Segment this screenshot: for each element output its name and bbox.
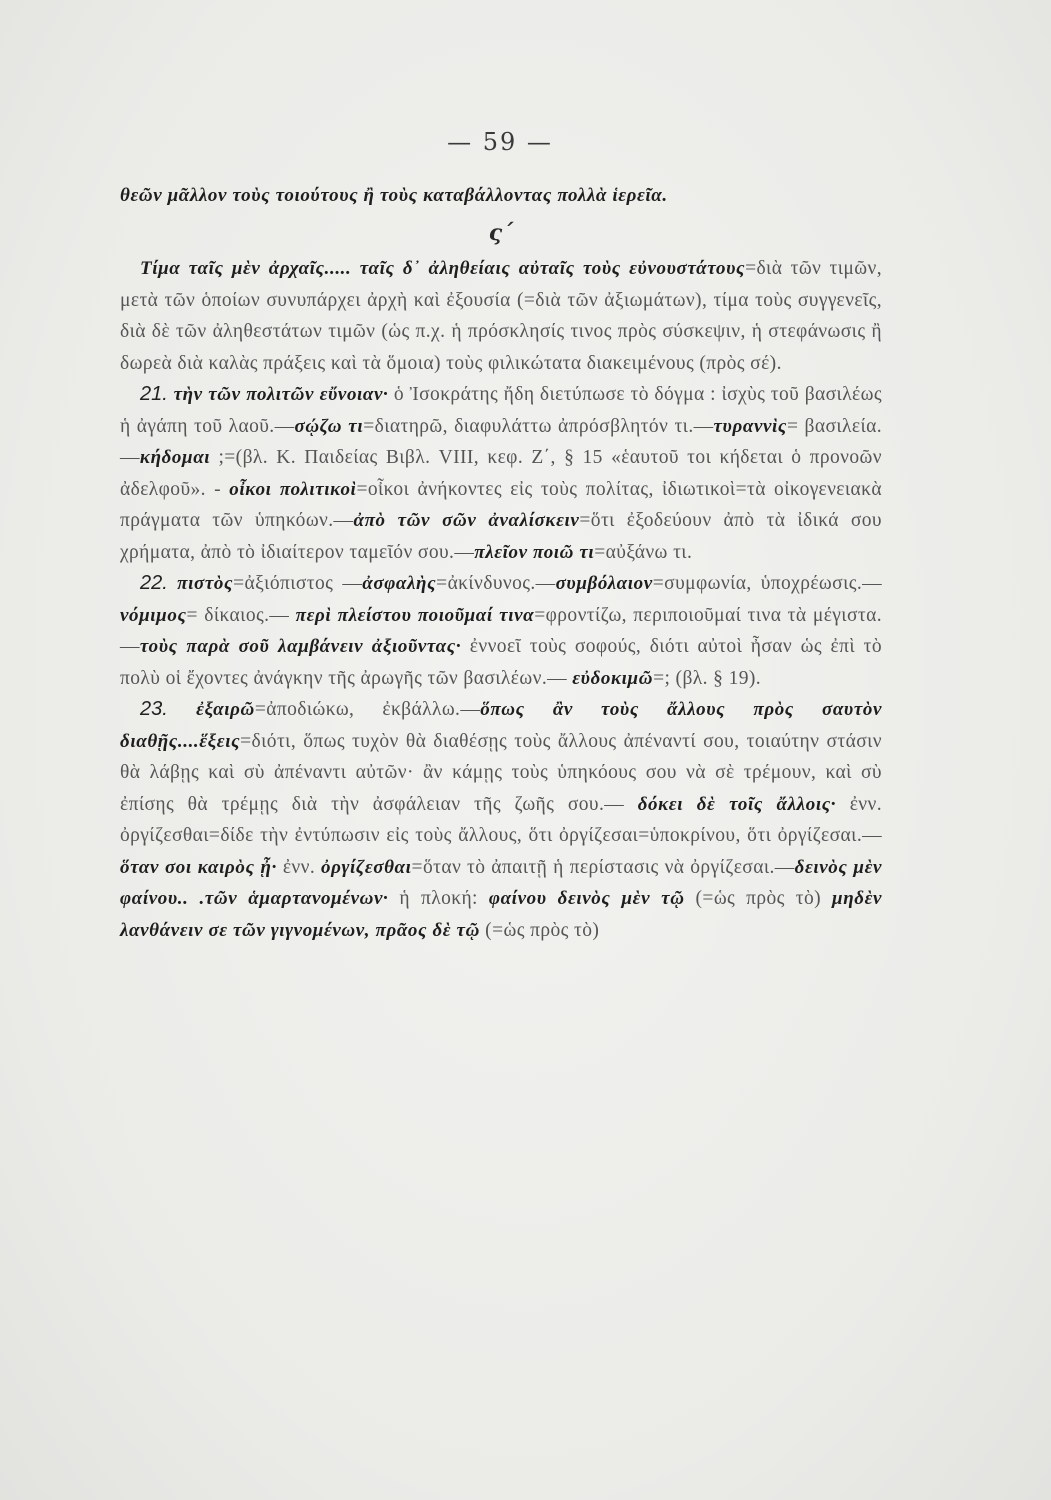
gloss-text: =διὰ τῶν τιμῶν, μετὰ τῶν ὁποίων συνυπάρχει ἀρχὴ καὶ ἐξουσία (=διὰ τῶν ἀξιωμάτων), τίμα τοὺς συγγενεῖς, διὰ δὲ τῶν ἀληθεστάτων τιμῶν (ὡς π.χ. ἡ πρόσκλησίς τινος πρὸς σύσκεψιν, ἡ στεφάνωσις ἢ δωρεὰ διὰ καλὰς πράξεις καὶ τὰ ὅμοια) τοὺς φιλικώτατα διακειμένους (πρὸς σέ). [120,258,882,374]
gloss-text: ἐννοεῖ τοὺς σοφούς, διότι αὐτοὶ ἦσαν ὡς ἐπὶ τὸ πολὺ οἱ ἔχοντες ἀνάγκην τῆς ἀρωγῆς τῶν βασιλέων.— [120,636,882,689]
lemma-text: ἀσφαλὴς [362,573,437,594]
lemma-text: πιστὸς [177,573,234,594]
gloss-text: =ὅταν τὸ ἀπαιτῇ ἡ περίστασις νὰ ὀργίζεσαι.— [411,856,795,878]
lemma-text: δεινὸς μὲν φαίνου.. .τῶν ἁμαρτανομένων· [120,856,882,909]
gloss-text: ἐνν. ὀργίζεσθαι=δίδε τὴν ἐντύπωσιν εἰς τοὺς ἄλλους, ὅτι ὀργίζεσαι=ὑποκρίνου, ὅτι ὀργίζεσαι.— [120,793,882,846]
lemma-text: τοὺς παρὰ σοῦ λαμβάνειν ἀξιοῦντας· [139,636,462,657]
lemma-text: ὀργίζεσθαι [321,856,412,878]
paragraph-number: 23. [140,698,197,720]
gloss-text: =; (βλ. § 19). [653,667,762,689]
lemma-text: εὐδοκιμῶ [572,667,654,689]
lemma-text: τυραννὶς [713,415,787,437]
paragraph [120,253,882,379]
gloss-text: =ἀποδιώκω, ἐκβάλλω.— [254,699,481,720]
lemma-text: σῴζω τι [294,415,364,437]
paragraph-number: 22. [140,572,178,594]
paragraph [120,180,882,212]
lemma-text: μηδὲν λανθάνειν σε τῶν γιγνομένων, πρᾶος δὲ τῷ [120,888,882,941]
lemma-text: Τίμα ταῖς μὲν ἀρχαῖς..... ταῖς δ᾽ ἀληθείαις αὐταῖς τοὺς εὐνουστάτους [140,258,746,279]
gloss-text: =αὐξάνω τι. [594,541,693,563]
gloss-text: ;=(βλ. Κ. Παιδείας Βιβλ. VIII, κεφ. Ζ΄, § 15 «ἑαυτοῦ τοι κήδεται ὁ προνοῶν ἀδελφοῦ». - [120,447,882,500]
paragraph-number: 21. [140,383,174,405]
lemma-text: φαίνου δεινὸς μὲν τῷ [488,888,685,909]
paragraph [120,568,882,694]
section-marker: ς΄ [488,219,514,246]
gloss-text: (=ὡς πρὸς τὸ) [479,919,600,941]
lemma-text: ὅπως ἂν τοὺς ἄλλους πρὸς σαυτὸν διαθῇς....ἕξεις [120,699,882,752]
gloss-text: ἡ πλοκή: [388,888,489,909]
gloss-text: =οἶκοι ἀνήκοντες εἰς τοὺς πολίτας, ἰδιωτικοὶ=τὰ οἰκογενειακὰ πράγματα τῶν ὑπηκόων.— [120,478,882,531]
gloss-text: =ἀκίνδυνος.— [436,573,556,594]
gloss-text: ὁ Ἰσοκράτης ἤδη διετύπωσε τὸ δόγμα : ἰσχὺς τοῦ βασιλέως ἡ ἀγάπη τοῦ λαοῦ.— [120,384,883,437]
gloss-text: =διατηρῶ, διαφυλάττω ἀπρόσβλητόν τι.— [363,415,714,437]
gloss-text: =συμφωνία, ὑποχρέωσις.— [652,573,883,594]
gloss-text: =ἀξιόπιστος — [233,573,363,594]
gloss-text: = βασιλεία.— [120,415,883,468]
lemma-text: θεῶν μᾶλλον τοὺς τοιούτους ἢ τοὺς καταβάλλοντας πολλὰ ἱερεῖα. [120,185,668,206]
gloss-text: (=ὡς πρὸς τὸ) [684,888,833,909]
gloss-text: =διότι, ὅπως τυχὸν θὰ διαθέσῃς τοὺς ἄλλους ἀπέναντί σου, τοιαύτην στάσιν θὰ λάβῃς καὶ σὺ ἀπέναντι αὐτῶν· ἂν κάμῃς τοὺς ὑπηκόους σου νὰ σὲ τρέμουν, καὶ σὺ ἐπίσης θὰ τρέμῃς διὰ τὴν ἀσφάλειαν τῆς ζωῆς σου.— [120,730,882,815]
lemma-text: ἐξαιρῶ [196,699,255,720]
lemma-text: κήδομαι [139,447,211,468]
lemma-text: ὅταν σοι καιρὸς ᾖ· [120,856,277,878]
gloss-text: ἐνν. [276,856,321,878]
lemma-text: δόκει δὲ τοῖς ἄλλοις· [637,793,837,815]
paragraph [120,694,882,946]
lemma-text: περὶ πλείστου ποιοῦμαί τινα [295,604,535,626]
lemma-text: πλεῖον ποιῶ τι [474,541,595,563]
paragraph [120,379,882,568]
gloss-text: =φροντίζω, περιποιοῦμαί τινα τὰ μέγιστα.— [120,604,882,657]
gloss-text: =ὅτι ἐξοδεύουν ἀπὸ τὰ ἰδικά σου χρήματα, ἀπὸ τὸ ἰδιαίτερον ταμεῖόν σου.— [120,510,882,563]
lemma-text: τὴν τῶν πολιτῶν εὔνοιαν· [173,384,389,405]
lemma-text: συμβόλαιον [555,573,653,594]
lemma-text: νόμιμος [120,604,187,626]
lemma-text: ἀπὸ τῶν σῶν ἀναλίσκειν [353,510,580,531]
lemma-text: οἶκοι πολιτικοὶ [229,478,357,500]
body-text [120,180,882,946]
gloss-text: = δίκαιος.— [186,604,296,626]
page-number: — 59 — [447,128,553,156]
